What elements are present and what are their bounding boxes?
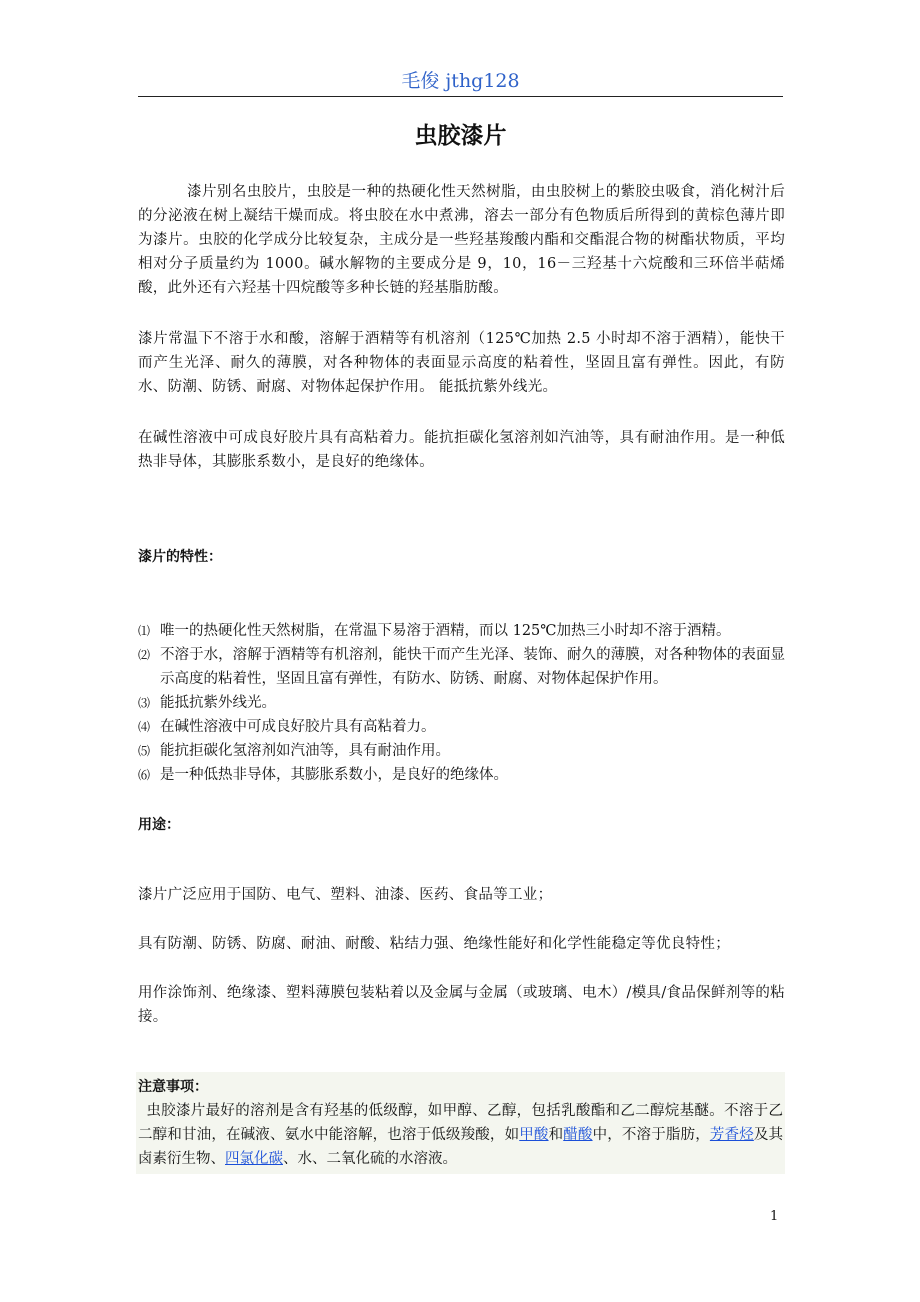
list-item-number: ⑷ — [138, 720, 151, 734]
list-item — [138, 715, 785, 739]
list-item-number: ⑴ — [138, 624, 151, 638]
list-item-text: 能抗拒碳化氢溶剂如汽油等，具有耐油作用。 — [160, 743, 450, 759]
list-item — [138, 763, 785, 787]
notes-text-5: 、水、二氧化硫的水溶液。 — [283, 1151, 457, 1167]
intro-paragraph-1: 漆片别名虫胶片，虫胶是一种的热硬化性天然树脂，由虫胶树上的紫胶虫吸食，消化树汁后的分泌液在树上凝结干燥而成。将虫胶在水中煮沸，溶去一部分有色物质后所得到的黄棕色薄片即为漆片。虫胶的化学成分比较复杂，主成分是一些羟基羧酸内酯和交酯混合物的树酯状物质，平均相对分子质量约为 1000。碱水解物的主要成分是 9，10，16－三羟基十六烷酸和三环倍半萜烯酸，此外还有六羟基十四烷酸等多种长链的羟基脂肪酸。 — [138, 184, 785, 296]
uses-paragraph-2: 具有防潮、防锈、防腐、耐油、耐酸、粘结力强、绝缘性能好和化学性能稳定等优良特性； — [138, 936, 730, 952]
carbon-tetrachloride-link[interactable]: 四氯化碳 — [225, 1151, 283, 1167]
page-number: 1 — [770, 1209, 779, 1224]
list-item-text: 不溶于水，溶解于酒精等有机溶剂，能快干而产生光泽、装饰、耐久的薄膜，对各种物体的表面显示高度的粘着性，坚固且富有弹性，有防水、防锈、耐腐、对物体起保护作用。 — [160, 647, 785, 687]
aromatic-hydrocarbon-link[interactable]: 芳香烃 — [709, 1127, 754, 1143]
list-item-text: 是一种低热非导体，其膨胀系数小，是良好的绝缘体。 — [160, 767, 508, 783]
notes-text-3: 中，不溶于脂肪， — [592, 1127, 710, 1143]
list-item-number: ⑸ — [138, 744, 151, 758]
notes-heading: 注意事项： — [138, 1079, 208, 1095]
uses-paragraph-3: 用作涂饰剂、绝缘漆、塑料薄膜包装粘着以及金属与金属（或玻璃、电木）/模具/食品保鲜剂等的粘接。 — [138, 985, 785, 1025]
list-item-number: ⑶ — [138, 696, 151, 710]
uses-heading: 用途： — [138, 817, 180, 833]
document-title: 虫胶漆片 — [414, 123, 507, 149]
notes-body — [138, 1099, 783, 1171]
page-header: 毛俊 jthg128 — [401, 70, 520, 92]
list-item-text: 在碱性溶液中可成良好胶片具有高粘着力。 — [160, 719, 436, 735]
acetic-acid-link[interactable]: 醋酸 — [563, 1127, 593, 1143]
list-item-text: 唯一的热硬化性天然树脂，在常温下易溶于酒精，而以 125℃加热三小时却不溶于酒精。 — [160, 623, 731, 639]
properties-list — [138, 619, 785, 787]
list-item — [138, 691, 785, 715]
notes-text-1: 虫胶漆片最好的溶剂是含有羟基的低级醇，如甲醇、乙醇，包括乳酸酯和乙二醇烷基醚。不溶于乙二醇和甘油，在碱液、氨水中能溶解，也溶于低级羧酸，如 — [138, 1103, 783, 1143]
notes-text-4: 及其卤素衍生物、 — [138, 1127, 784, 1167]
list-item — [138, 619, 785, 643]
intro-paragraph-2: 漆片常温下不溶于水和酸，溶解于酒精等有机溶剂（125℃加热 2.5 小时却不溶于酒精），能快干而产生光泽、耐久的薄膜，对各种物体的表面显示高度的粘着性，坚固且富有弹性。因此，有防水、防潮、防锈、耐腐、对物体起保护作用。 能抵抗紫外线光。 — [138, 331, 785, 395]
header-divider — [138, 96, 783, 97]
list-item — [138, 739, 785, 763]
notes-text-2: 和 — [548, 1127, 564, 1143]
formic-acid-link[interactable]: 甲酸 — [519, 1127, 549, 1143]
list-item — [138, 643, 785, 691]
list-item-number: ⑵ — [138, 648, 151, 662]
notes-section — [136, 1072, 785, 1174]
properties-heading: 漆片的特性： — [138, 549, 222, 565]
list-item-text: 能抵抗紫外线光。 — [160, 695, 276, 711]
intro-paragraph-3: 在碱性溶液中可成良好胶片具有高粘着力。能抗拒碳化氢溶剂如汽油等，具有耐油作用。是一种低热非导体，其膨胀系数小，是良好的绝缘体。 — [138, 430, 785, 470]
list-item-number: ⑹ — [138, 768, 151, 782]
uses-paragraph-1: 漆片广泛应用于国防、电气、塑料、油漆、医药、食品等工业； — [138, 887, 553, 903]
